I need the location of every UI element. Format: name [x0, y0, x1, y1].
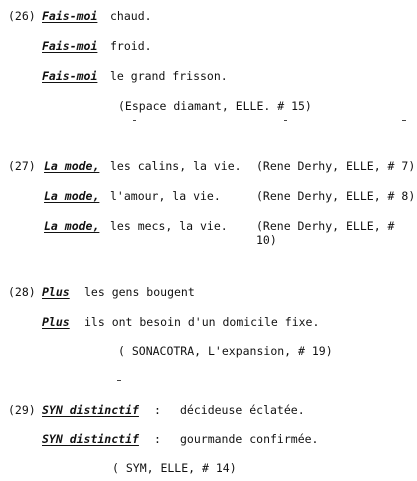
example-keyword: Fais-moi: [42, 39, 98, 53]
example-source: ( SYM, ELLE, # 14): [112, 461, 237, 475]
example-source: (Rene Derhy, ELLE, # 10): [256, 219, 395, 247]
example-text: gourmande confirmée.: [180, 432, 319, 446]
example-text: l'amour, la vie.: [110, 189, 221, 203]
example-source: ( SONACOTRA, L'expansion, # 19): [118, 344, 333, 358]
example-colon: :: [154, 432, 161, 446]
example-text: froid.: [110, 39, 152, 53]
example-text: chaud.: [110, 9, 152, 23]
example-number: (28): [8, 285, 36, 299]
example-text: les calins, la vie.: [110, 159, 242, 173]
example-keyword: Plus: [42, 285, 70, 299]
example-source: (Rene Derhy, ELLE, # 8): [256, 189, 416, 203]
example-number: (29): [8, 403, 36, 417]
example-text: les mecs, la vie.: [110, 219, 228, 233]
example-source: (Espace diamant, ELLE. # 15): [118, 99, 312, 113]
example-keyword: Fais-moi: [42, 9, 98, 23]
example-text: ils ont besoin d'un domicile fixe.: [84, 315, 320, 329]
example-source: (Rene Derhy, ELLE, # 7): [256, 159, 416, 173]
example-number: (26): [8, 9, 36, 23]
example-keyword: Plus: [42, 315, 70, 329]
example-keyword: SYN distinctif: [42, 432, 139, 446]
example-number: (27): [8, 159, 36, 173]
example-keyword: La mode,: [44, 219, 100, 233]
scan-speck: [117, 380, 121, 381]
scan-speck: [133, 120, 136, 121]
example-keyword: La mode,: [44, 189, 100, 203]
example-keyword: SYN distinctif: [42, 403, 139, 417]
example-text: décideuse éclatée.: [180, 403, 305, 417]
scan-speck: [402, 120, 406, 121]
example-text: les gens bougent: [84, 285, 195, 299]
example-text: le grand frisson.: [110, 69, 228, 83]
example-colon: :: [154, 403, 161, 417]
example-keyword: Fais-moi: [42, 69, 98, 83]
scan-speck: [284, 120, 287, 121]
example-keyword: La mode,: [44, 159, 100, 173]
